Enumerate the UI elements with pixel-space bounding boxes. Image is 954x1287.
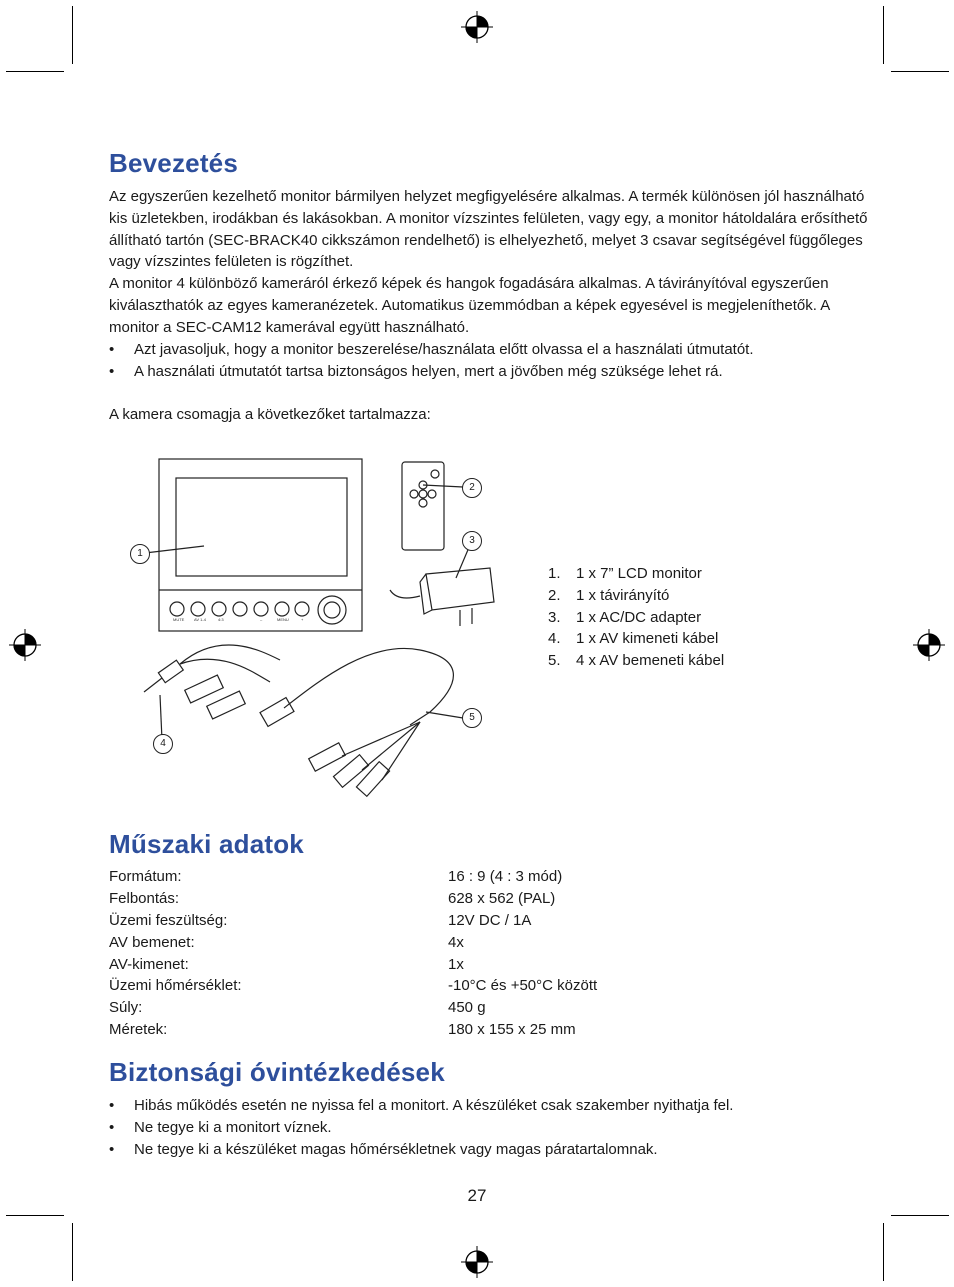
registration-mark-bottom-icon [461,1246,493,1278]
intro-paragraph: Az egyszerűen kezelhető monitor bármilyen helyzet megfigyelésére alkalmas. A termék különösen jól használható kis üzletekben, irodákban és lakásokban. A monitor vízszintes felületen, vagy egy, a monitor hátoldalára erősíthető állítható tartón (SEC-BRACK40 cikkszámon rendelhető) is elhelyezhető, melyet 3 csavar segítségével függőleges vagy vízszintes felületen is rögzíthet. [109,188,868,271]
package-intro: A kamera csomagja a következőket tartalmazza: [109,406,431,423]
list-item: • Hibás működés esetén ne nyissa fel a monitort. A készüléket csak szakember nyithatja fel. [109,1095,869,1117]
table-row: Felbontás: 628 x 562 (PAL) [109,890,556,907]
safety-bullet-list [109,1095,869,1160]
av-input-cable-icon [260,648,453,796]
table-row: Formátum: 16 : 9 (4 : 3 mód) [109,868,563,885]
remote-control-icon [402,462,444,550]
intro-text [109,186,869,339]
list-item: • Ne tegye ki a készüléket magas hőmérsékletnek vagy magas páratartalomnak. [109,1139,869,1161]
table-row: Méretek: 180 x 155 x 25 mm [109,1021,576,1038]
table-row: Üzemi feszültség: 12V DC / 1A [109,912,532,929]
list-item: 1. 1 x 7” LCD monitor [548,565,702,582]
page-number: 27 [467,1186,487,1205]
av-output-cable-icon [144,645,280,719]
list-item: 5. 4 x AV bemeneti kábel [548,652,725,670]
table-row: AV-kimenet: 1x [109,956,464,973]
registration-mark-top-icon [461,11,493,43]
package-illustration [120,450,500,810]
registration-mark-left-icon [9,629,41,661]
table-row: Súly: 450 g [109,999,486,1016]
table-row: AV bemenet: 4x [109,934,464,951]
intro-bullet-list [109,339,869,383]
specs-heading: Műszaki adatok [109,829,304,859]
list-item: • A használati útmutatót tartsa biztonságos helyen, mert a jövőben még szüksége lehet rá. [109,361,869,383]
table-row: Üzemi hőmérséklet: -10°C és +50°C között [109,977,598,994]
intro-paragraph: A monitor 4 különböző kameráról érkező képek és hangok fogadására alkalmas. A távirányítóval egyszerűen kiválaszthatók az egyes kameranézetek. Automatikus üzemmódban a képek egyesével is megjeleníthetők. A monitor a SEC-CAM12 kamerával együtt használható. [109,275,830,336]
list-item: • Ne tegye ki a monitort víznek. [109,1117,869,1139]
registration-mark-right-icon [913,629,945,661]
safety-heading: Biztonsági óvintézkedések [109,1057,445,1087]
callout-1: 1 [130,544,150,564]
callout-3: 3 [462,531,482,551]
callout-4: 4 [153,734,173,754]
list-item: 4. 1 x AV kimeneti kábel [548,630,719,648]
callout-5: 5 [462,708,482,728]
list-item: 2. 1 x távirányító [548,586,670,604]
lcd-monitor-icon [159,459,362,631]
power-adapter-icon [390,568,494,626]
list-item: 3. 1 x AC/DC adapter [548,608,702,626]
list-item: • Azt javasoljuk, hogy a monitor beszerelése/használata előtt olvassa el a használati útmutatót. [109,339,869,361]
intro-heading: Bevezetés [109,148,238,178]
callout-2: 2 [462,478,482,498]
package-contents-list [548,563,724,672]
monitor-button-labels: MUTE AV 1-4 4:3 – MENU + [173,617,304,622]
